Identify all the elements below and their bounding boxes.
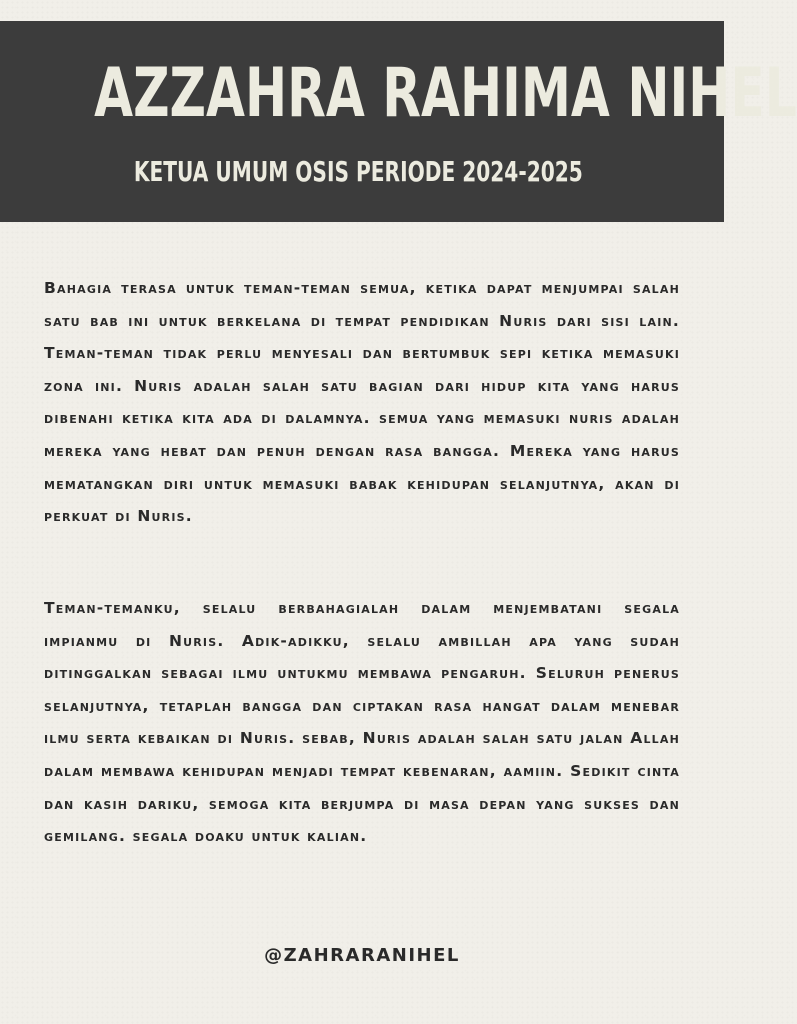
message-paragraph-1: Bahagia terasa untuk teman-teman semua, ketika dapat menjumpai salah satu bab ini untuk berkelana di tempat pendidikan Nuris dari sisi lain. Teman-teman tidak perlu menyesali dan bertumbuk sepi ketika memasuki zona ini. Nuris adalah salah satu bagian dari hidup kita yang harus dibenahi ketika kita ada di dalamnya. semua yang memasuki nuris adalah mereka yang hebat dan penuh dengan rasa bangga. Mereka yang harus mematangkan diri untuk memasuki babak kehidupan selanjutnya, akan di perkuat di Nuris. (44, 279, 680, 526)
page-subtitle: KETUA UMUM OSIS PERIODE 2024-2025 (133, 155, 583, 188)
page-title: AZZAHRA RAHIMA NIHEL (94, 54, 797, 133)
social-handle: @ZAHRARANIHEL (264, 945, 460, 966)
message-paragraph-2: Teman-temanku, selalu berbahagialah dalam menjembatani segala impianmu di Nuris. Adik-adikku, selalu ambillah apa yang sudah ditinggalkan sebagai ilmu untukmu membawa pengaruh. Seluruh penerus selanjutnya, tetaplah bangga dan ciptakan rasa hangat dalam menebar ilmu serta kebaikan di Nuris. sebab, Nuris adalah salah satu jalan Allah dalam membawa kehidupan menjadi tempat kebenaran, aamiin. Sedikit cinta dan kasih dariku, semoga kita berjumpa di masa depan yang sukses dan gemilang. segala doaku untuk kalian. (44, 599, 680, 846)
